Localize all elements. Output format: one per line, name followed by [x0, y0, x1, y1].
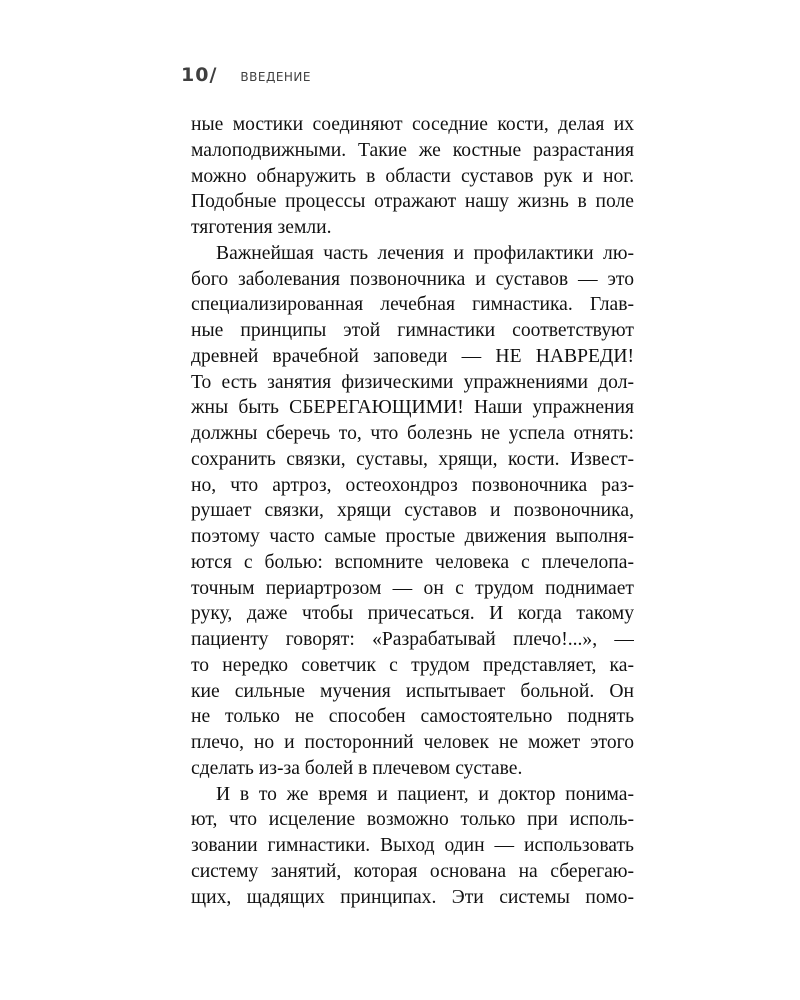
paragraph — [191, 241, 634, 782]
text-line: плечо, но и посторонний человек не может этого — [191, 732, 634, 753]
page-number: 10/ — [181, 64, 218, 86]
text-line: не только не способен самостоятельно поднять — [191, 706, 634, 728]
text-line: зовании гимнастики. Выход один — использовать — [191, 835, 634, 856]
text-line: ют, что исцеление возможно только при исполь- — [191, 809, 634, 831]
text-line: но, что артроз, остеохондроз позвоночника раз- — [191, 474, 634, 496]
text-line: должны сберечь то, что болезнь не успела отнять: — [191, 423, 634, 444]
text-line: малоподвижными. Такие же костные разрастания — [191, 139, 634, 161]
text-line: систему занятий, которая основана на сберегаю- — [191, 860, 634, 882]
text-line: древней врачебной заповеди — НЕ НАВРЕДИ! — [191, 345, 634, 367]
text-line: точным периартрозом — он с трудом поднимает — [191, 577, 634, 599]
text-line: пациенту говорят: «Разрабатывай плечо!...», — — [191, 629, 634, 650]
running-head — [181, 64, 311, 94]
text-line: можно обнаружить в области суставов рук и ног. — [191, 165, 634, 187]
paragraph — [191, 112, 634, 241]
text-line: кие сильные мучения испытывает больной. Он — [191, 680, 634, 702]
text-line: то нередко советчик с трудом представляет, ка- — [191, 654, 634, 676]
text-line: бого заболевания позвоночника и суставов — это — [191, 268, 634, 290]
paragraph — [191, 782, 634, 911]
text-line: рушает связки, хрящи суставов и позвоночника, — [191, 500, 634, 522]
text-line: поэтому часто самые простые движения выполня- — [191, 526, 634, 547]
text-line: ные принципы этой гимнастики соответствуют — [191, 320, 634, 341]
text-line: специализированная лечебная гимнастика. Глав- — [191, 294, 634, 316]
text-line: жны быть СБЕРЕГАЮЩИМИ! Наши упражнения — [191, 397, 634, 419]
text-line: Подобные процессы отражают нашу жизнь в поле — [191, 191, 634, 213]
text-line: То есть занятия физическими упражнениями дол- — [191, 371, 634, 393]
text-line: щих, щадящих принципах. Эти системы помо- — [191, 886, 634, 908]
text-line: И в то же время и пациент, и доктор понима- — [216, 783, 634, 805]
text-line: сделать из-за болей в плечевом суставе. — [191, 757, 523, 779]
text-line: руку, даже чтобы причесаться. И когда такому — [191, 603, 634, 625]
body-text — [191, 112, 634, 910]
text-line: ются с болью: вспомните человека с плечелопа- — [191, 551, 634, 573]
text-line: сохранить связки, суставы, хрящи, кости. Извест- — [191, 448, 634, 470]
section-title: ВВЕДЕНИЕ — [240, 70, 311, 84]
text-line: тяготения земли. — [191, 217, 332, 238]
text-line: ные мостики соединяют соседние кости, делая их — [191, 114, 634, 135]
text-line: Важнейшая часть лечения и профилактики лю- — [216, 242, 634, 264]
